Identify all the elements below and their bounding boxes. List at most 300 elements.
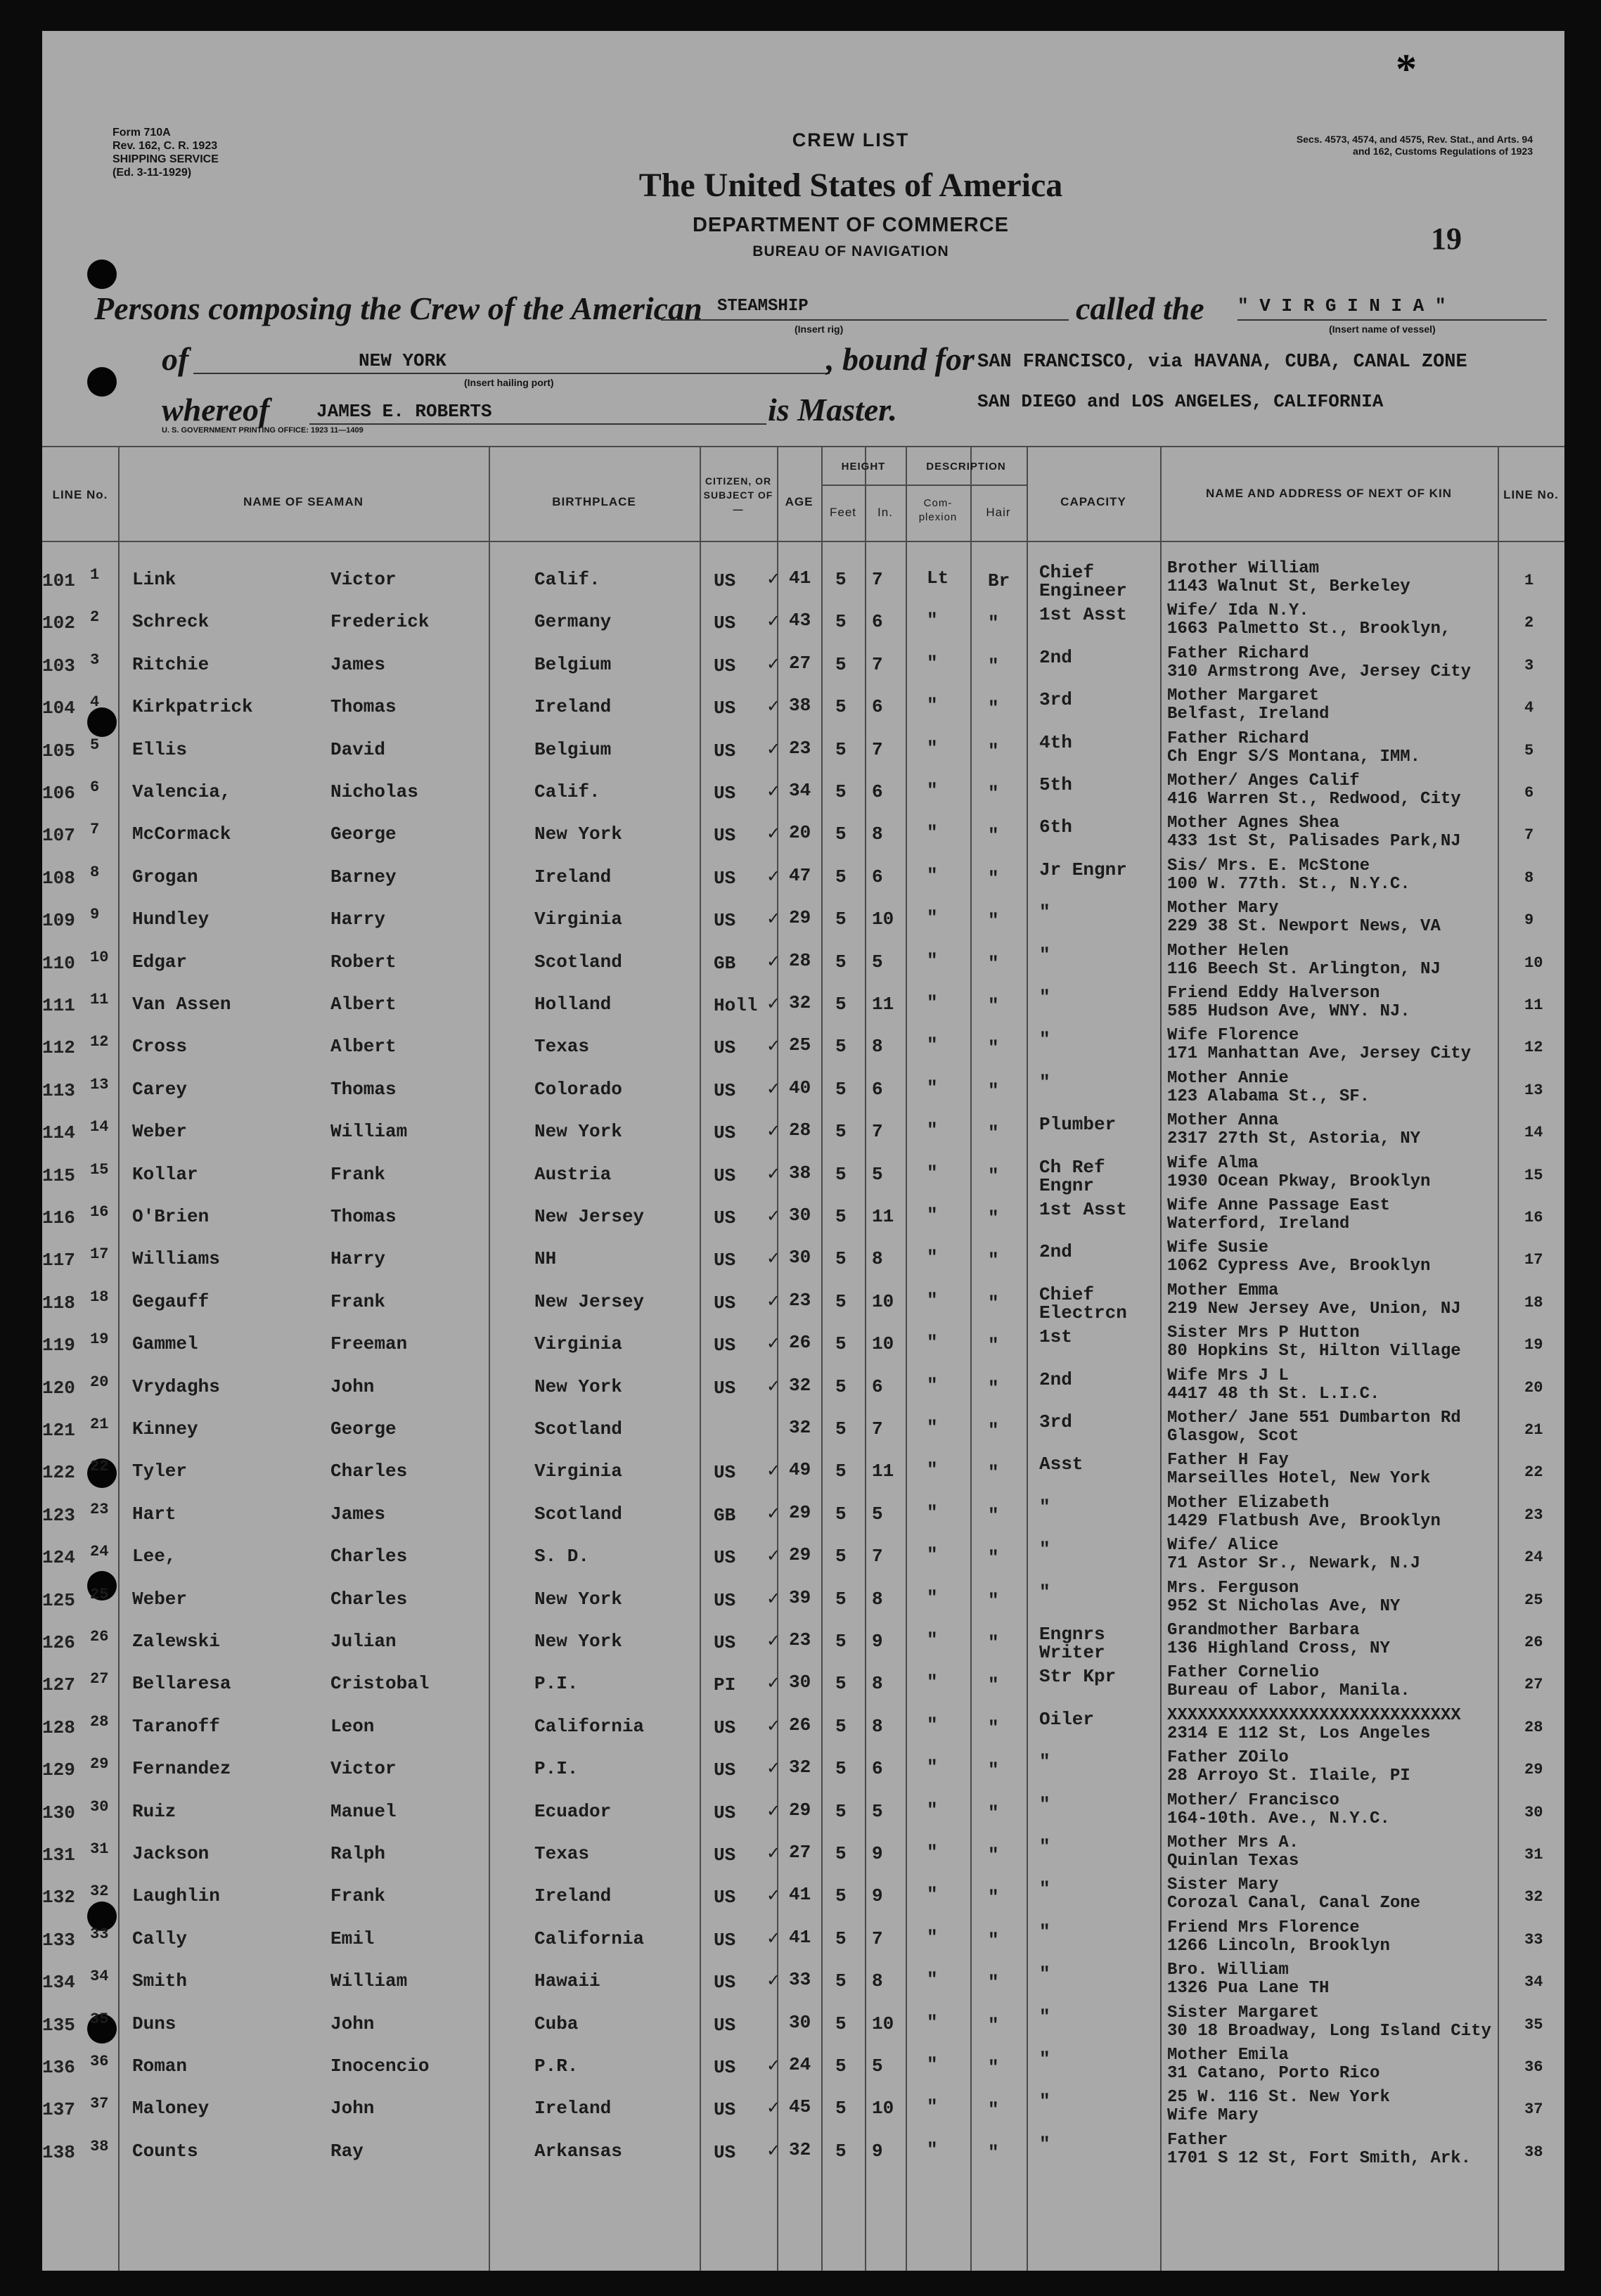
capacity: Chief xyxy=(1039,1283,1095,1305)
height-inches: 8 xyxy=(872,1248,883,1270)
row-prefix: 119 xyxy=(42,1335,75,1357)
capacity: " xyxy=(1039,2006,1050,2027)
line-number: 13 xyxy=(90,1075,109,1094)
complexion: " xyxy=(927,1672,938,1693)
seaman-last-name: Maloney xyxy=(132,2098,210,2119)
line-number: 16 xyxy=(90,1203,109,1221)
col-header-inches: In. xyxy=(877,506,893,519)
birthplace: Colorado xyxy=(534,1078,622,1100)
capacity: " xyxy=(1039,1751,1050,1773)
height-feet: 5 xyxy=(835,2098,847,2119)
height-inches: 5 xyxy=(872,1163,883,1185)
table-row xyxy=(42,1451,1564,1496)
age: 41 xyxy=(789,1884,811,1906)
seaman-first-name: Frank xyxy=(330,1885,386,1907)
complexion: " xyxy=(927,1120,938,1141)
next-of-kin-name: 25 W. 116 St. New York xyxy=(1167,2088,1390,2108)
complexion: " xyxy=(927,2138,938,2160)
check-mark: ✓ xyxy=(766,1885,781,1906)
hair: " xyxy=(988,783,999,804)
seaman-first-name: Freeman xyxy=(330,1333,408,1355)
seaman-first-name: Charles xyxy=(330,1588,408,1610)
line-number: 10 xyxy=(90,948,109,966)
hair: " xyxy=(988,1972,999,1994)
complexion: " xyxy=(927,1374,938,1396)
height-inches: 7 xyxy=(872,569,883,590)
height-feet: 5 xyxy=(835,653,847,675)
line-number-right: 21 xyxy=(1524,1421,1543,1439)
hair: " xyxy=(988,2014,999,2036)
hair: " xyxy=(988,655,999,676)
seaman-first-name: Thomas xyxy=(330,1078,397,1100)
line-number-right: 37 xyxy=(1524,2101,1543,2119)
line-number-right: 1 xyxy=(1524,572,1534,589)
capacity: " xyxy=(1039,987,1050,1008)
table-row xyxy=(42,1663,1564,1708)
line-number: 8 xyxy=(90,863,100,881)
seaman-first-name: William xyxy=(330,1970,408,1992)
next-of-kin-name: Mother Emila xyxy=(1167,2046,1289,2065)
birthplace: Ireland xyxy=(534,866,612,887)
age: 24 xyxy=(789,2054,811,2075)
seaman-last-name: Hundley xyxy=(132,909,210,930)
check-mark: ✓ xyxy=(766,1546,781,1566)
hair: " xyxy=(988,698,999,719)
birthplace: P.I. xyxy=(534,1673,579,1695)
table-row xyxy=(42,771,1564,816)
capacity: 2nd xyxy=(1039,1241,1072,1263)
line-number: 26 xyxy=(90,1628,109,1646)
printing-office-note: U. S. GOVERNMENT PRINTING OFFICE: 1923 11—1409 xyxy=(162,426,364,435)
table-row xyxy=(42,686,1564,731)
hair: " xyxy=(988,1079,999,1101)
seaman-first-name: Charles xyxy=(330,1461,408,1482)
complexion: " xyxy=(927,1459,938,1481)
crew-list-title: CREW LIST xyxy=(792,129,910,150)
next-of-kin-name: Mother Mary xyxy=(1167,899,1279,918)
seaman-first-name: Barney xyxy=(330,866,397,887)
name-underline xyxy=(1237,319,1547,321)
birthplace: New Jersey xyxy=(534,1206,645,1227)
age: 26 xyxy=(789,1332,811,1354)
height-inches: 7 xyxy=(872,1928,883,1949)
seaman-last-name: Weber xyxy=(132,1121,188,1143)
hailing-port: NEW YORK xyxy=(359,350,446,371)
check-mark: ✓ xyxy=(766,1078,781,1098)
citizenship: GB xyxy=(714,1504,736,1526)
capacity: 2nd xyxy=(1039,646,1072,668)
capacity: " xyxy=(1039,2048,1050,2070)
line-number: 38 xyxy=(90,2137,109,2155)
capacity: " xyxy=(1039,1029,1050,1051)
height-inches: 8 xyxy=(872,1715,883,1737)
height-inches: 6 xyxy=(872,1375,883,1397)
next-of-kin-address: 31 Catano, Porto Rico xyxy=(1167,2064,1380,2083)
department-title: DEPARTMENT OF COMMERCE xyxy=(692,214,1009,236)
table-row xyxy=(42,1748,1564,1793)
next-of-kin-address: Ch Engr S/S Montana, IMM. xyxy=(1167,747,1421,767)
next-of-kin-name: Father Cornelio xyxy=(1167,1663,1320,1683)
height-feet: 5 xyxy=(835,1800,847,1822)
capacity: " xyxy=(1039,1496,1050,1518)
hair: " xyxy=(988,867,999,889)
height-inches: 10 xyxy=(872,1290,894,1312)
next-of-kin-address: 310 Armstrong Ave, Jersey City xyxy=(1167,662,1472,681)
citizenship: US xyxy=(714,1165,736,1186)
height-inches: 6 xyxy=(872,1758,883,1780)
country-title: The United States of America xyxy=(638,167,1063,204)
height-feet: 5 xyxy=(835,1673,847,1695)
citizenship: US xyxy=(714,1207,736,1229)
complexion: " xyxy=(927,864,938,886)
hair: " xyxy=(988,613,999,634)
citizenship: US xyxy=(714,1929,736,1951)
citizenship: GB xyxy=(714,952,736,974)
line-number-right: 17 xyxy=(1524,1251,1543,1269)
next-of-kin-address: Belfast, Ireland xyxy=(1167,705,1330,724)
capacity: 5th xyxy=(1039,774,1072,795)
next-of-kin-address: 171 Manhattan Ave, Jersey City xyxy=(1167,1044,1472,1064)
seaman-first-name: Julian xyxy=(330,1631,397,1652)
next-of-kin-name: Father Richard xyxy=(1167,643,1309,663)
capacity: Engnrs xyxy=(1039,1624,1105,1645)
table-row xyxy=(42,2048,1564,2091)
seaman-last-name: Duns xyxy=(132,2013,176,2034)
hair: " xyxy=(988,2057,999,2078)
age: 27 xyxy=(789,652,811,674)
capacity: 1st Asst xyxy=(1039,604,1127,626)
age: 38 xyxy=(789,1162,811,1184)
line-number: 25 xyxy=(90,1585,109,1603)
seaman-first-name: Manuel xyxy=(330,1800,397,1822)
table-row xyxy=(42,1026,1564,1071)
table-row xyxy=(42,856,1564,902)
next-of-kin-name: Wife Mrs J L xyxy=(1167,1366,1289,1385)
birthplace: Calif. xyxy=(534,781,600,802)
birthplace: California xyxy=(534,1715,645,1737)
hair: " xyxy=(988,2099,999,2121)
height-feet: 5 xyxy=(835,1546,847,1567)
line-number: 20 xyxy=(90,1373,109,1391)
complexion: " xyxy=(927,610,938,631)
birthplace: Holland xyxy=(534,994,612,1015)
next-of-kin-name: Wife Anne Passage East xyxy=(1167,1196,1390,1215)
height-feet: 5 xyxy=(835,909,847,930)
next-of-kin-address: 1326 Pua Lane TH xyxy=(1167,1979,1330,1999)
age: 47 xyxy=(789,864,811,886)
complexion: " xyxy=(927,1205,938,1226)
seaman-first-name: Leon xyxy=(330,1715,375,1737)
next-of-kin-name: Mother Elizabeth xyxy=(1167,1493,1330,1513)
table-row xyxy=(42,1493,1564,1539)
height-feet: 5 xyxy=(835,1843,847,1864)
citizenship: PI xyxy=(714,1674,736,1696)
check-mark: ✓ xyxy=(766,1163,781,1184)
line-number-right: 13 xyxy=(1524,1081,1543,1099)
next-of-kin-name: Mother Anna xyxy=(1167,1111,1279,1131)
height-feet: 5 xyxy=(835,1418,847,1439)
citizenship: US xyxy=(714,1759,736,1781)
line-number-right: 9 xyxy=(1524,911,1534,930)
birthplace: Virginia xyxy=(534,909,622,930)
next-of-kin-name: Father H Fay xyxy=(1167,1451,1289,1470)
height-inches: 6 xyxy=(872,1078,883,1100)
citizenship: US xyxy=(714,570,736,591)
row-prefix: 133 xyxy=(42,1929,75,1951)
seaman-last-name: Taranoff xyxy=(132,1715,220,1737)
table-row xyxy=(42,729,1564,774)
next-of-kin-address: 1429 Flatbush Ave, Brooklyn xyxy=(1167,1511,1441,1531)
row-prefix: 108 xyxy=(42,867,75,889)
table-row xyxy=(42,1068,1564,1114)
height-feet: 5 xyxy=(835,781,847,802)
birthplace: P.R. xyxy=(534,2056,579,2077)
vessel-name: " V I R G I N I A " xyxy=(1237,295,1446,316)
birthplace: Ecuador xyxy=(534,1800,612,1822)
complexion: " xyxy=(927,1757,938,1778)
next-of-kin-name: Friend Eddy Halverson xyxy=(1167,984,1380,1003)
complexion: " xyxy=(927,1332,938,1354)
birthplace: Hawaii xyxy=(534,1970,600,1992)
height-feet: 5 xyxy=(835,1163,847,1185)
next-of-kin-address: Marseilles Hotel, New York xyxy=(1167,1469,1431,1489)
next-of-kin-address: 1062 Cypress Ave, Brooklyn xyxy=(1167,1257,1431,1276)
height-feet: 5 xyxy=(835,1036,847,1058)
hair: " xyxy=(988,1207,999,1229)
next-of-kin-address: 136 Highland Cross, NY xyxy=(1167,1639,1390,1658)
line-number: 18 xyxy=(90,1288,109,1306)
citizenship: US xyxy=(714,1717,736,1738)
capacity: " xyxy=(1039,902,1050,923)
seaman-last-name: Bellaresa xyxy=(132,1673,231,1695)
height-inches: 7 xyxy=(872,1546,883,1567)
citizenship: US xyxy=(714,2141,736,2163)
seaman-last-name: Kinney xyxy=(132,1418,198,1439)
age: 45 xyxy=(789,2096,811,2118)
height-inches: 5 xyxy=(872,1800,883,1822)
check-mark: ✓ xyxy=(766,1503,781,1523)
age: 33 xyxy=(789,1969,811,1991)
citizenship: US xyxy=(714,1292,736,1314)
next-of-kin-address: 433 1st St, Palisades Park,NJ xyxy=(1167,832,1461,852)
line-number: 34 xyxy=(90,1968,109,1986)
birthplace: P.I. xyxy=(534,1758,579,1780)
table-row xyxy=(42,1963,1564,2006)
seaman-last-name: Van Assen xyxy=(132,994,231,1015)
check-mark: ✓ xyxy=(766,866,781,886)
citizenship: US xyxy=(714,2099,736,2121)
table-row xyxy=(42,1281,1564,1326)
height-inches: 10 xyxy=(872,1333,894,1355)
line-number: 15 xyxy=(90,1160,109,1179)
capacity: " xyxy=(1039,2091,1050,2112)
line-number-right: 2 xyxy=(1524,614,1534,632)
line-number-right: 4 xyxy=(1524,699,1534,717)
next-of-kin-address: Bureau of Labor, Manila. xyxy=(1167,1681,1410,1701)
height-inches: 8 xyxy=(872,1588,883,1610)
birthplace: New York xyxy=(534,1375,622,1397)
next-of-kin-address: Wife Mary xyxy=(1167,2106,1259,2126)
capacity: " xyxy=(1039,944,1050,966)
complexion: " xyxy=(927,652,938,674)
seaman-last-name: Tyler xyxy=(132,1461,188,1482)
table-top-rule xyxy=(42,446,1564,447)
citizenship: US xyxy=(714,655,736,676)
age: 23 xyxy=(789,1289,811,1311)
line-number-right: 32 xyxy=(1524,1888,1543,1906)
complexion: " xyxy=(927,1969,938,1991)
table-row xyxy=(42,1536,1564,1581)
birthplace: California xyxy=(534,1928,645,1949)
table-row xyxy=(42,601,1564,646)
seaman-first-name: Albert xyxy=(330,994,397,1015)
height-inches: 5 xyxy=(872,951,883,973)
line-number-right: 22 xyxy=(1524,1463,1543,1482)
next-of-kin-address: 219 New Jersey Ave, Union, NJ xyxy=(1167,1299,1461,1319)
row-prefix: 134 xyxy=(42,1972,75,1994)
age: 26 xyxy=(789,1714,811,1736)
seaman-first-name: Frederick xyxy=(330,611,430,633)
line-number-right: 19 xyxy=(1524,1336,1543,1354)
hair: " xyxy=(988,1250,999,1271)
capacity: Asst xyxy=(1039,1454,1084,1475)
hair: " xyxy=(988,1717,999,1738)
height-inches: 7 xyxy=(872,653,883,675)
seaman-last-name: Cross xyxy=(132,1036,188,1058)
height-feet: 5 xyxy=(835,1333,847,1355)
seaman-first-name: Ralph xyxy=(330,1843,386,1864)
seaman-last-name: Link xyxy=(132,569,176,590)
line-number: 2 xyxy=(90,608,100,627)
citizenship: US xyxy=(714,783,736,804)
seaman-last-name: Kollar xyxy=(132,1163,198,1185)
vessel-rig: STEAMSHIP xyxy=(717,297,809,316)
next-of-kin-address: 4417 48 th St. L.I.C. xyxy=(1167,1384,1380,1404)
birthplace: Ireland xyxy=(534,2098,612,2119)
row-prefix: 112 xyxy=(42,1037,75,1059)
row-prefix: 123 xyxy=(42,1504,75,1526)
seaman-last-name: Hart xyxy=(132,1503,176,1525)
check-mark: ✓ xyxy=(766,994,781,1013)
seaman-first-name: John xyxy=(330,2098,375,2119)
seaman-last-name: Weber xyxy=(132,1588,188,1610)
check-mark: ✓ xyxy=(766,738,781,759)
next-of-kin-name: Sis/ Mrs. E. McStone xyxy=(1167,856,1370,876)
subheader-rule xyxy=(821,485,1027,486)
row-prefix: 117 xyxy=(42,1250,75,1271)
birthplace: Belgium xyxy=(534,738,612,760)
next-of-kin-address: Corozal Canal, Canal Zone xyxy=(1167,1894,1421,1913)
complexion: " xyxy=(927,949,938,971)
check-mark: ✓ xyxy=(766,653,781,674)
height-inches: 11 xyxy=(872,1206,894,1227)
hair: " xyxy=(988,1589,999,1611)
complexion: " xyxy=(927,907,938,929)
next-of-kin-address: 123 Alabama St., SF. xyxy=(1167,1086,1370,1106)
row-prefix: 135 xyxy=(42,2014,75,2036)
citizenship: Holl xyxy=(714,995,758,1016)
height-feet: 5 xyxy=(835,738,847,760)
capacity: " xyxy=(1039,1071,1050,1093)
age: 32 xyxy=(789,1757,811,1778)
punch-hole xyxy=(87,367,117,397)
citizenship: US xyxy=(714,613,736,634)
citizenship: US xyxy=(714,825,736,847)
citizenship: US xyxy=(714,910,736,932)
hair: " xyxy=(988,1632,999,1653)
age: 40 xyxy=(789,1077,811,1098)
height-feet: 5 xyxy=(835,823,847,845)
height-feet: 5 xyxy=(835,1290,847,1312)
age: 32 xyxy=(789,1374,811,1396)
seaman-first-name: Albert xyxy=(330,1036,397,1058)
height-inches: 9 xyxy=(872,1631,883,1652)
hair: " xyxy=(988,1122,999,1144)
capacity-line-2: Writer xyxy=(1039,1642,1105,1663)
height-feet: 5 xyxy=(835,1503,847,1525)
seaman-first-name: Ray xyxy=(330,2140,364,2162)
col-header-line-no-right: LINE No. xyxy=(1503,488,1559,501)
row-prefix: 122 xyxy=(42,1462,75,1484)
age: 41 xyxy=(789,1926,811,1948)
capacity-line-2: Engnr xyxy=(1039,1174,1095,1196)
col-header-name: NAME OF SEAMAN xyxy=(243,495,364,508)
row-prefix: 128 xyxy=(42,1717,75,1738)
col-header-hair: Hair xyxy=(986,506,1011,519)
capacity: Chief xyxy=(1039,562,1095,583)
next-of-kin-address: 1663 Palmetto St., Brooklyn, xyxy=(1167,620,1451,639)
complexion: " xyxy=(927,1417,938,1438)
line-number: 12 xyxy=(90,1033,109,1051)
line-number-right: 36 xyxy=(1524,2058,1543,2076)
next-of-kin-address: 100 W. 77th. St., N.Y.C. xyxy=(1167,874,1410,894)
next-of-kin-name: Wife/ Alice xyxy=(1167,1536,1279,1556)
col-header-line-no: LINE No. xyxy=(52,488,108,501)
next-of-kin-name: Mother Annie xyxy=(1167,1068,1289,1088)
check-mark: ✓ xyxy=(766,1970,781,1991)
next-of-kin-name: Mother Mrs A. xyxy=(1167,1833,1299,1852)
citizenship: US xyxy=(714,1845,736,1866)
line-number: 3 xyxy=(90,650,100,669)
row-prefix: 110 xyxy=(42,952,75,974)
age: 20 xyxy=(789,822,811,844)
next-of-kin-name: Mother/ Anges Calif xyxy=(1167,771,1360,790)
height-feet: 5 xyxy=(835,569,847,590)
line-number-right: 6 xyxy=(1524,784,1534,802)
seaman-last-name: O'Brien xyxy=(132,1206,210,1227)
check-mark: ✓ xyxy=(766,2140,781,2160)
hair: " xyxy=(988,995,999,1016)
table-row xyxy=(42,816,1564,859)
port-underline xyxy=(193,373,830,374)
height-inches: 8 xyxy=(872,1036,883,1058)
height-feet: 5 xyxy=(835,1121,847,1143)
seaman-first-name: Emil xyxy=(330,1928,375,1949)
next-of-kin-name: Sister Margaret xyxy=(1167,2003,1320,2022)
next-of-kin-name: Mother Margaret xyxy=(1167,686,1320,706)
line-number-right: 31 xyxy=(1524,1846,1543,1864)
line-number: 9 xyxy=(90,906,100,924)
next-of-kin-address: 585 Hudson Ave, WNY. NJ. xyxy=(1167,1002,1410,1021)
row-prefix: 131 xyxy=(42,1845,75,1866)
seaman-first-name: Thomas xyxy=(330,696,397,718)
line-number-right: 11 xyxy=(1524,996,1543,1014)
check-mark: ✓ xyxy=(766,1036,781,1056)
citizenship: US xyxy=(714,2014,736,2036)
table-row xyxy=(42,1111,1564,1156)
complexion: " xyxy=(927,1501,938,1523)
next-of-kin-name: Father ZOilo xyxy=(1167,1748,1289,1768)
